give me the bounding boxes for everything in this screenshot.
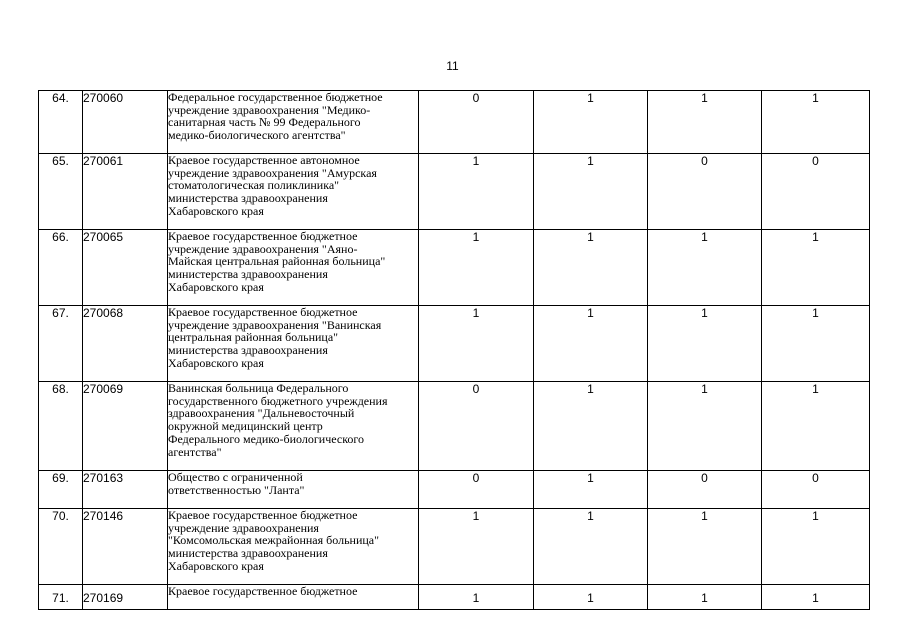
row-number: 67. — [39, 306, 83, 382]
value-cell-4: 1 — [762, 509, 870, 585]
row-number: 65. — [39, 154, 83, 230]
row-number: 70. — [39, 509, 83, 585]
value-cell-1: 1 — [419, 230, 534, 306]
value-cell-1: 0 — [419, 382, 534, 471]
org-code: 270169 — [83, 585, 168, 610]
value-cell-4: 1 — [762, 306, 870, 382]
value-cell-2: 1 — [534, 471, 648, 509]
value-cell-3: 0 — [648, 154, 762, 230]
table-row — [39, 585, 870, 610]
row-number: 71. — [39, 585, 83, 610]
value-cell-3: 1 — [648, 306, 762, 382]
org-code: 270065 — [83, 230, 168, 306]
organizations-table — [38, 90, 870, 610]
table-row — [39, 91, 870, 154]
value-cell-3: 1 — [648, 585, 762, 610]
value-cell-4: 1 — [762, 230, 870, 306]
org-code: 270146 — [83, 509, 168, 585]
org-code: 270061 — [83, 154, 168, 230]
row-number: 64. — [39, 91, 83, 154]
org-name: Краевое государственное бюджетное учреждение здравоохранения "Комсомольская межрайонная больница" министерства здравоохранения Хабаровского края — [168, 509, 419, 585]
org-name: Федеральное государственное бюджетное учреждение здравоохранения "Медико- санитарная часть № 99 Федерального медико-биологического агентства" — [168, 91, 419, 154]
value-cell-3: 1 — [648, 509, 762, 585]
org-name: Краевое государственное бюджетное учреждение здравоохранения "Аяно- Майская центральная районная больница" министерства здравоохранения Хабаровского края — [168, 230, 419, 306]
value-cell-2: 1 — [534, 91, 648, 154]
page-number: 11 — [446, 59, 459, 73]
row-number: 66. — [39, 230, 83, 306]
row-number: 68. — [39, 382, 83, 471]
org-code: 270068 — [83, 306, 168, 382]
org-name: Краевое государственное бюджетное учреждение здравоохранения "Ванинская центральная районная больница" министерства здравоохранения Хабаровского края — [168, 306, 419, 382]
value-cell-1: 1 — [419, 154, 534, 230]
org-name: Краевое государственное бюджетное — [168, 585, 419, 610]
value-cell-3: 1 — [648, 230, 762, 306]
org-code: 270069 — [83, 382, 168, 471]
value-cell-3: 1 — [648, 382, 762, 471]
value-cell-2: 1 — [534, 154, 648, 230]
value-cell-3: 0 — [648, 471, 762, 509]
value-cell-2: 1 — [534, 230, 648, 306]
table-row — [39, 230, 870, 306]
value-cell-1: 1 — [419, 306, 534, 382]
value-cell-2: 1 — [534, 306, 648, 382]
org-code: 270060 — [83, 91, 168, 154]
value-cell-4: 0 — [762, 154, 870, 230]
value-cell-4: 1 — [762, 91, 870, 154]
value-cell-4: 1 — [762, 382, 870, 471]
org-name: Ванинская больница Федерального государственного бюджетного учреждения здравоохранения "Дальневосточный окружной медицинский центр Федерального медико-биологического агентства" — [168, 382, 419, 471]
table-row — [39, 509, 870, 585]
table-row — [39, 471, 870, 509]
org-code: 270163 — [83, 471, 168, 509]
table-row — [39, 306, 870, 382]
value-cell-1: 1 — [419, 585, 534, 610]
value-cell-3: 1 — [648, 91, 762, 154]
org-name: Краевое государственное автономное учреждение здравоохранения "Амурская стоматологическая поликлиника" министерства здравоохранения Хабаровского края — [168, 154, 419, 230]
value-cell-2: 1 — [534, 585, 648, 610]
value-cell-2: 1 — [534, 509, 648, 585]
value-cell-1: 0 — [419, 471, 534, 509]
row-number: 69. — [39, 471, 83, 509]
value-cell-4: 1 — [762, 585, 870, 610]
value-cell-1: 0 — [419, 91, 534, 154]
org-name: Общество с ограниченной ответственностью "Ланта" — [168, 471, 419, 509]
table-row — [39, 382, 870, 471]
value-cell-4: 0 — [762, 471, 870, 509]
table-row — [39, 154, 870, 230]
value-cell-1: 1 — [419, 509, 534, 585]
value-cell-2: 1 — [534, 382, 648, 471]
